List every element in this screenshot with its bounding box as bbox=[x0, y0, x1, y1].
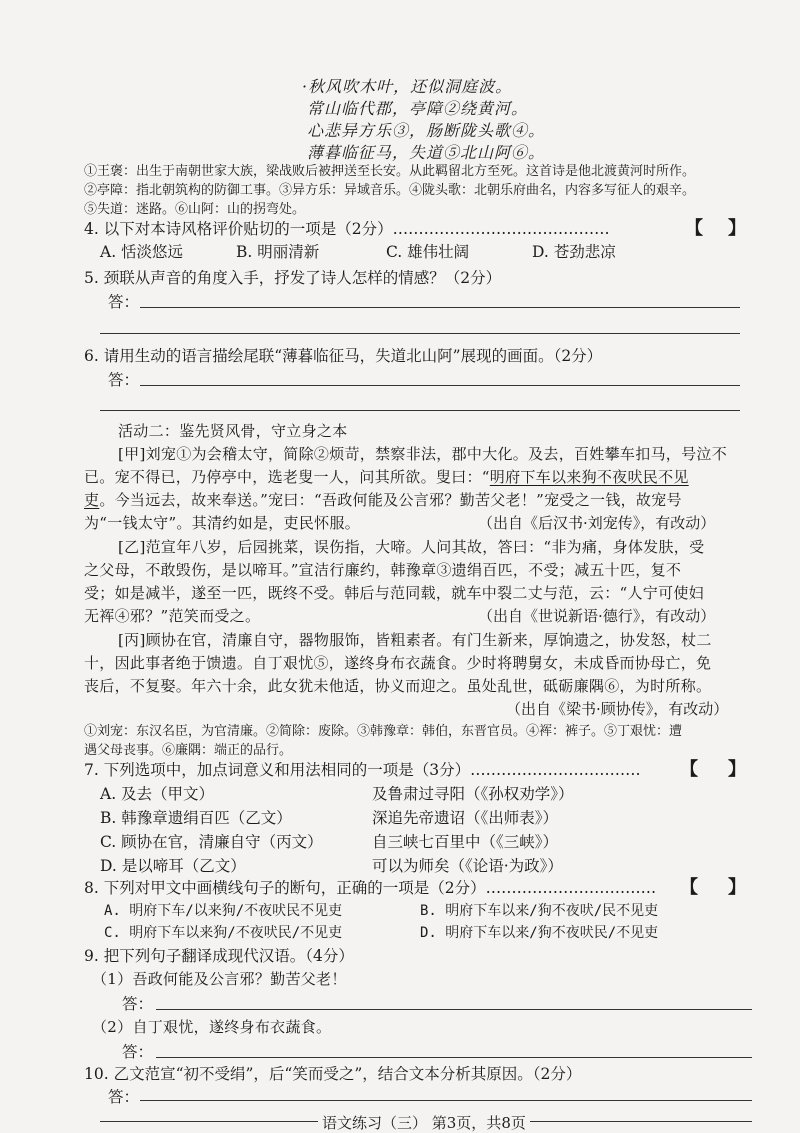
q8-option-b[interactable]: B. 明府下车以来/狗不夜吠/民不见吏 bbox=[420, 903, 659, 919]
q5-answer-label: 答： bbox=[108, 293, 140, 311]
q8-bracket-close: 】 bbox=[728, 877, 746, 898]
q9-answer-line-1[interactable] bbox=[156, 1009, 752, 1010]
q9-item-2: （2）自丁艰忧，遂终身布衣蔬食。 bbox=[92, 1018, 332, 1036]
q4-stem: 4. 以下对本诗风格评价贴切的一项是（2分）…………………………………… bbox=[84, 220, 610, 238]
q8-option-a[interactable]: A. 明府下车/以来狗/不夜吠民不见吏 bbox=[104, 903, 343, 919]
poem-line-4: 薄暮临征马，失道⑤北山阿⑥。 bbox=[307, 143, 546, 162]
q7-bracket-close: 】 bbox=[728, 759, 746, 780]
q6-stem: 6. 请用生动的语言描绘尾联“薄暮临征马，失道北山阿”展现的画面。（2分） bbox=[84, 347, 603, 365]
q4-bracket-close: 】 bbox=[728, 218, 746, 239]
passage-yi-source: （出自《世说新语·德行》，有改动） bbox=[478, 607, 716, 625]
passage-jia-line-3: 吏。今当远去，故来奉送。”宠曰：“吾政何能及公言邪？勤苦父老！”宠受之一钱，故宠号 bbox=[84, 491, 682, 509]
poem-note-2: ②亭障：指北朝筑构的防御工事。③异方乐：异域音乐。④陇头歌：北朝乐府曲名，内容多写征人的艰辛。 bbox=[84, 183, 696, 198]
poem-line-3: 心悲异方乐③，肠断陇头歌④。 bbox=[307, 121, 546, 140]
q6-answer-label: 答： bbox=[108, 371, 140, 389]
q6-answer-line-1[interactable] bbox=[140, 385, 740, 386]
q7-option-a-left[interactable]: A. 及去（甲文） bbox=[100, 785, 215, 803]
passage-note-2: 遇父母丧事。⑥廉隅：端正的品行。 bbox=[84, 743, 293, 758]
q10-answer-label: 答： bbox=[108, 1088, 140, 1106]
q4-option-b[interactable]: B. 明丽清新 bbox=[236, 243, 320, 261]
passage-yi-line-3: 受；如是减半，遂至一匹，既终不受。韩后与范同载，就车中裂二丈与范，云：“人宁可使妇 bbox=[84, 584, 704, 602]
q4-option-c[interactable]: C. 雄伟壮阔 bbox=[386, 243, 470, 261]
poem-note-1: ①王褒：出生于南朝世家大族，梁战败后被押送至长安。从此羁留北方至死。这首诗是他北渡黄河时所作。 bbox=[84, 164, 696, 179]
passage-jia-line-2: 已。宠不得已，乃停亭中，选老叟一人，问其所欲。叟曰：“明府下车以来狗不夜吠民不见 bbox=[84, 468, 689, 486]
q7-stem: 7. 下列选项中，加点词意义和用法相同的一项是（3分）…………………………… bbox=[84, 761, 641, 779]
passage-bing-line-2: 十，因此事者绝于馈遗。自丁艰忧⑤，遂终身布衣蔬食。少时将聘舅女，未成昏而协母亡，免 bbox=[84, 654, 712, 672]
passage-yi-line-4: 无裈④邪？”范笑而受之。 bbox=[84, 607, 261, 625]
q9-answer-label-1: 答： bbox=[122, 995, 154, 1013]
q9-item-1: （1）吾政何能及公言邪？勤苦父老！ bbox=[92, 970, 347, 988]
q5-stem: 5. 颈联从声音的角度入手，抒发了诗人怎样的情感？（2分） bbox=[84, 269, 502, 287]
q10-answer-line-1[interactable] bbox=[140, 1100, 752, 1101]
q7-option-c-left[interactable]: C. 顾协在官，清廉自守（丙文） bbox=[100, 833, 323, 851]
q7-option-d-left[interactable]: D. 是以啼耳（乙文） bbox=[100, 857, 246, 875]
passage-bing-source: （出自《梁书·顾协传》，有改动） bbox=[506, 700, 729, 718]
poem-line-2: 常山临代郡，亭障②绕黄河。 bbox=[307, 99, 529, 118]
passage-jia-underlined-2: 吏 bbox=[84, 491, 100, 509]
q5-answer-line-1[interactable] bbox=[140, 307, 740, 308]
q7-option-b-right: 深追先帝遗诏（《出师表》） bbox=[372, 809, 559, 827]
q9-stem: 9. 把下列句子翻译成现代汉语。（4分） bbox=[84, 947, 354, 965]
passage-yi-line-1: [乙]范宣年八岁，后园挑菜，误伤指，大啼。人问其故，答曰：“非为痛，身体发肤，受 bbox=[118, 538, 705, 556]
activity-2-heading: 活动二：鉴先贤风骨，守立身之本 bbox=[118, 422, 348, 440]
passage-jia-underlined-1: 明府下车以来狗不夜吠民不见 bbox=[489, 468, 689, 486]
passage-yi-line-2: 之父母，不敢毁伤，是以啼耳。”宣洁行廉约，韩豫章③遗绢百匹，不受；减五十匹，复不 bbox=[84, 561, 682, 579]
q8-option-d[interactable]: D. 明府下车以来/狗不夜吠民/不见吏 bbox=[420, 925, 659, 941]
q9-answer-label-2: 答： bbox=[122, 1043, 154, 1061]
q7-option-b-left[interactable]: B. 韩豫章遗绢百匹（乙文） bbox=[100, 809, 292, 827]
q7-bracket-open: 【 bbox=[680, 759, 698, 780]
passage-jia-line-1: [甲]刘宠①为会稽太守，简除②烦苛，禁察非法，郡中大化。及去，百姓攀车扣马，号泣不 bbox=[118, 445, 728, 463]
passage-note-1: ①刘宠：东汉名臣，为官清廉。②简除：废除。③韩豫章：韩伯，东晋官员。④裈：裤子。⑤丁艰忧：遭 bbox=[84, 724, 683, 739]
q7-option-c-right: 自三峡七百里中（《三峡》） bbox=[372, 833, 559, 851]
q7-option-d-right: 可以为师矣（《论语·为政》） bbox=[372, 857, 563, 875]
q5-answer-line-2[interactable] bbox=[100, 333, 740, 334]
q6-answer-line-2[interactable] bbox=[100, 410, 740, 411]
passage-jia-source: （出自《后汉书·刘宠传》，有改动） bbox=[478, 514, 716, 532]
q4-bracket-open: 【 bbox=[685, 218, 703, 239]
passage-bing-line-3: 丧后，不复娶。年六十余，此女犹未他适，协义而迎之。虽处乱世，砥砺廉隅⑥，为时所称。 bbox=[84, 677, 712, 695]
q8-stem: 8. 下列对甲文中画横线句子的断句，正确的一项是（2分）…………………………… bbox=[84, 879, 657, 897]
q4-option-d[interactable]: D. 苍劲悲凉 bbox=[532, 243, 616, 261]
q8-bracket-open: 【 bbox=[680, 877, 698, 898]
q4-option-a[interactable]: A. 恬淡悠远 bbox=[100, 243, 184, 261]
passage-bing-line-1: [丙]顾协在官，清廉自守，器物服饰，皆粗素者。有门生新来，厚饷遗之，协发怒，杖二 bbox=[118, 631, 712, 649]
q10-stem: 10. 乙文范宣“初不受绢”，后“笑而受之”，结合文本分析其原因。（2分） bbox=[84, 1065, 582, 1083]
poem-note-3: ⑤失道：迷路。⑥山阿：山的拐弯处。 bbox=[84, 202, 306, 217]
page-footer: 语文练习（三） 第3页，共8页 bbox=[318, 1112, 530, 1133]
poem-line-1: ·秋风吹木叶，还似洞庭波。 bbox=[302, 77, 513, 96]
q9-answer-line-2[interactable] bbox=[156, 1057, 752, 1058]
q8-option-c[interactable]: C. 明府下车以来狗/不夜吠民/不见吏 bbox=[104, 925, 343, 941]
passage-jia-line-4: 为“一钱太守”。其清约如是，吏民怀服。 bbox=[84, 514, 361, 532]
q7-option-a-right: 及鲁肃过寻阳（《孙权劝学》） bbox=[372, 785, 574, 803]
